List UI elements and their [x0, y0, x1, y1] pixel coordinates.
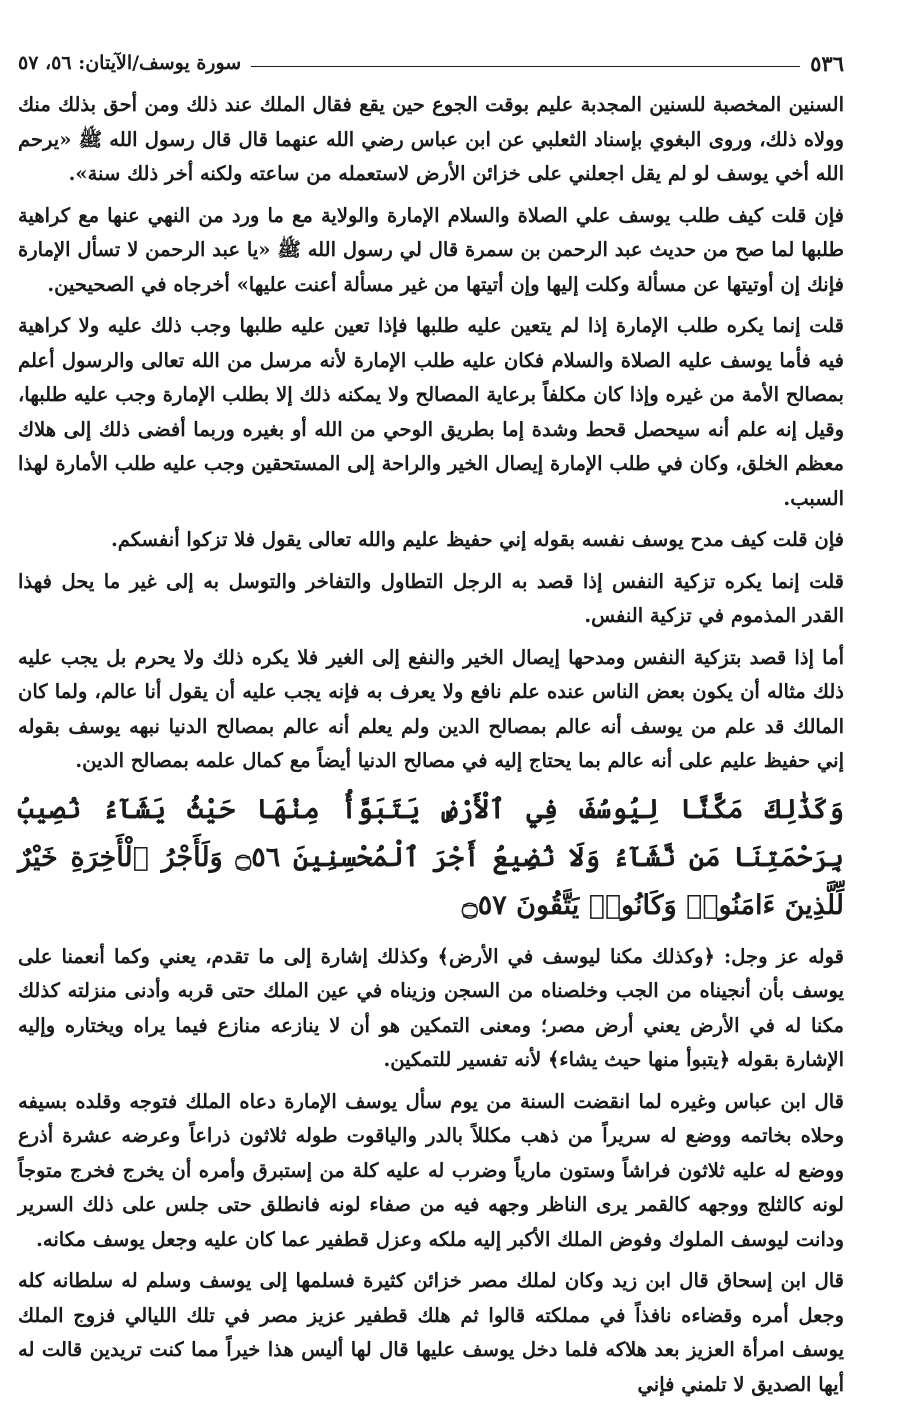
- header-rule: [251, 66, 800, 67]
- paragraph: قلت إنما يكره طلب الإمارة إذا لم يتعين عليه طلبها فإذا تعين عليه طلبها وجب ذلك عليه ولا كراهية فيه فأما يوسف عليه الصلاة والسلام فكان عليه طلب الإمارة لأنه مرسل من الله تعالى والرسول أعلم بمصالح الأمة من غيره وإذا كان مكلفاً برعاية المصالح ولا يمكنه ذلك إلا بطلب الإمارة وجب عليه طلبها، وقيل إنه علم أنه سيحصل قحط وشدة إما بطريق الوحي من الله أو بغيره وربما أفضى ذلك إلى هلاك معظم الخلق، وكان في طلب الإمارة إيصال الخير والراحة إلى المستحقين وجب عليه طلب الأمارة لهذا السبب.: [18, 314, 845, 510]
- page-number: ٥٣٦: [810, 50, 844, 76]
- book-page: [18, 40, 844, 1409]
- paragraph: قال ابن إسحاق قال ابن زيد وكان لملك مصر خزائن كثيرة فسلمها إلى يوسف وسلم له سلطانه كله وجعل أمره وقضاءه نافذاً في مملكته قالوا ثم هلك قطفير عزيز مصر في تلك الليالي فزوج الملك يوسف امرأة العزيز بعد هلاكه فلما دخل يوسف عليها قال لها أليس هذا خيراً مما كنت تريدين قالت له أيها الصديق لا تلمني فإني: [18, 1269, 844, 1396]
- running-title: سورة يوسف/الآيتان: ٥٦، ٥٧: [18, 52, 242, 74]
- paragraph: أما إذا قصد بتزكية النفس ومدحها إيصال الخير والنفع إلى الغير فلا يكره ذلك ولا يحرم بل يجب عليه ذلك مثاله أن يكون بعض الناس عنده علم نافع ولا يعرف به فإنه يجب عليه أن يقول أنا عالم، ولما كان المالك قد علم من يوسف أنه عالم بمصالح الدين ولم يعلم أنه عالم بمصالح الدنيا نبهه يوسف بقوله إني حفيظ عليم على أنه عالم بما يحتاج إليه في مصالح الدنيا أيضاً مع كمال علمه بمصالح الدين.: [18, 645, 844, 772]
- paragraph: قلت إنما يكره تزكية النفس إذا قصد به الرجل التطاول والتفاخر والتوسل به إلى غير ما يحل فهذا القدر المذموم في تزكية النفس.: [18, 569, 844, 627]
- paragraph: السنين المخصبة للسنين المجدبة عليم بوقت الجوع حين يقع فقال الملك عند ذلك ومن أحق بذلك منك وولاه ذلك، وروى البغوي بإسناد الثعلبي عن ابن عباس رضي الله عنهما قال قال رسول الله ﷺ «يرحم الله أخي يوسف لو لم يقل اجعلني على خزائن الأرض لاستعمله من ساعته ولكنه أخر ذلك سنة».: [18, 93, 844, 185]
- paragraph: فإن قلت كيف طلب يوسف علي الصلاة والسلام الإمارة والولاية مع ما ورد من النهي عنها مع كراهية طلبها لما صح من حديث عبد الرحمن بن سمرة قال لي رسول الله ﷺ «يا عبد الرحمن لا تسأل الإمارة فإنك إن أوتيتها عن مسألة وكلت إليها وإن أتيتها من غير مسألة أعنت عليها» أخرجاه في الصحيحين.: [18, 203, 844, 296]
- quran-verse: وَكَذَٰلِكَ مَكَّنَّا لِيُوسُفَ فِي ٱلْأَرْضِ يَتَبَوَّأُ مِنْهَا حَيْثُ يَشَآءُ نُصِيبُ بِرَحْمَتِنَا مَن نَّشَآءُ وَلَا نُضِيعُ أَجْرَ ٱلْمُحْسِنِينَ ۝٥٦ وَلَأَجْرُ ٱلْأَخِرَةِ خَيْرٌ لِّلَّذِينَ ءَامَنُوا۟ وَكَانُوا۟ يَتَّقُونَ ۝٥٧: [18, 793, 844, 921]
- page-header: [18, 40, 844, 86]
- body-text: [18, 88, 844, 1402]
- paragraph: قوله عز وجل: ﴿وكذلك مكنا ليوسف في الأرض﴾ وكذلك إشارة إلى ما تقدم، يعني وكما أنعمنا على يوسف بأن أنجيناه من الجب وخلصناه من السجن وزيناه في عين الملك حتى قربه وأدنى منزلته كذلك مكنا له في الأرض يعني أرض مصر؛ ومعنى التمكين هو أن لا ينازعه منازع فيما يراه ويختاره وإليه الإشارة بقوله ﴿يتبوأ منها حيث يشاء﴾ لأنه تفسير للتمكين.: [18, 944, 844, 1071]
- paragraph: قال ابن عباس وغيره لما انقضت السنة من يوم سأل يوسف الإمارة دعاه الملك فتوجه وقلده بسيفه وحلاه بخاتمه ووضع له سريراً من ذهب مكللاً بالدر والياقوت طوله ثلاثون ذراعاً وعرضه عشرة أذرع ووضع له عليه ثلاثون فراشاً وستون مارياً وضرب له عليه كلة من إستبرق وأمره أن يخرج فخرج متوجاً لونه كالثلج ووجهه كالقمر يرى الناظر وجهه فيه من صفاء لونه فانطلق حتى جلس على ذلك السرير ودانت ليوسف الملوك وفوض الملك الأكبر إليه ملكه وعزل قطفير عما كان عليه وجعل يوسف مكانه.: [18, 1089, 844, 1251]
- paragraph: فإن قلت كيف مدح يوسف نفسه بقوله إني حفيظ عليم والله تعالى يقول فلا تزكوا أنفسكم.: [110, 528, 844, 551]
